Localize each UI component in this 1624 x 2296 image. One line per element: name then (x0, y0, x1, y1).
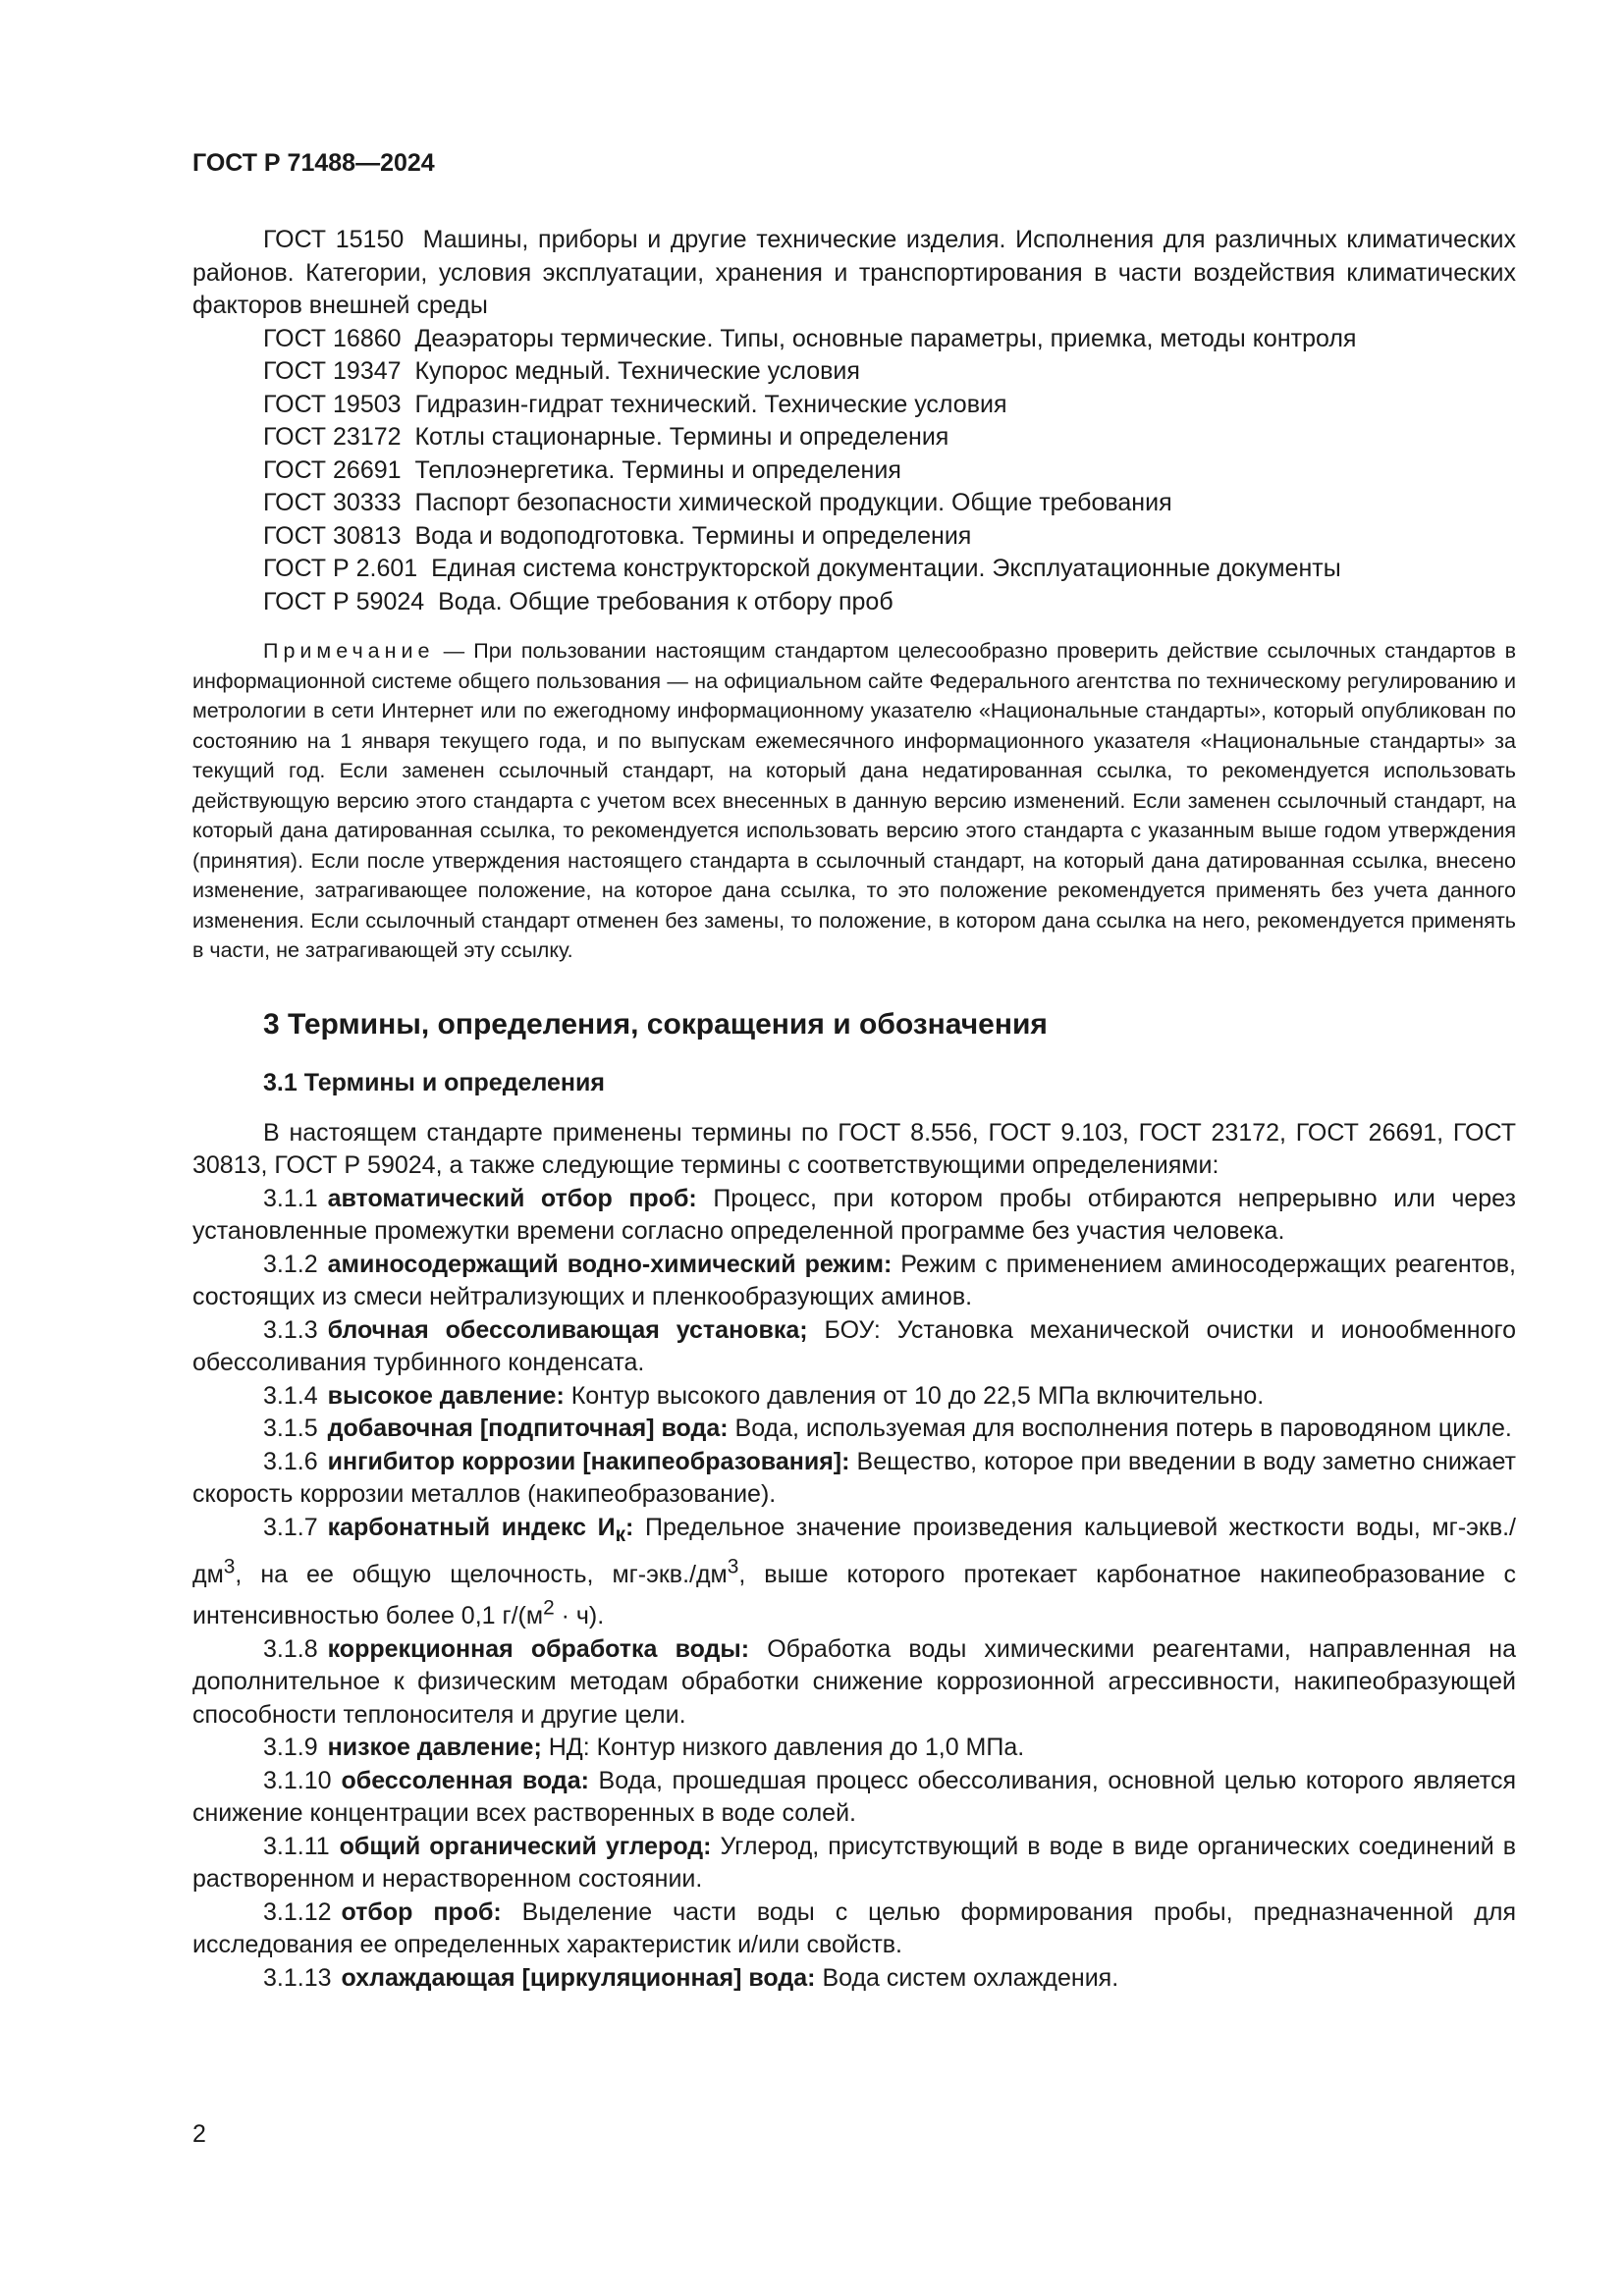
term-number: 3.1.1 (263, 1184, 318, 1212)
terms-list (192, 1183, 1516, 1996)
term-definition: Вода систем охлаждения. (822, 1963, 1119, 1992)
reference-item (192, 224, 1516, 323)
term-number: 3.1.10 (263, 1766, 332, 1794)
term-number: 3.1.6 (263, 1447, 318, 1475)
term-name: отбор проб: (341, 1897, 502, 1926)
term-name: коррекционная обработка воды: (327, 1634, 750, 1663)
term-definition: Вещество, которое при введении в воду заметно снижает скорость коррозии металлов (накипеобразование). (192, 1447, 1517, 1508)
term-number: 3.1.3 (263, 1315, 318, 1344)
reference-item (192, 323, 1516, 356)
subsection-heading: 3.1 Термины и определения (263, 1068, 605, 1096)
term-number: 3.1.11 (263, 1832, 330, 1860)
section-intro: В настоящем стандарте применены термины по ГОСТ 8.556, ГОСТ 9.103, ГОСТ 23172, ГОСТ 26691, ГОСТ 30813, ГОСТ Р 59024, а также следующие термины с соответствующими определениями: (192, 1118, 1516, 1179)
term-entry (192, 1831, 1516, 1896)
reference-title: Гидразин-гидрат технический. Технические условия (414, 390, 1007, 418)
reference-item (192, 389, 1516, 422)
term-number: 3.1.2 (263, 1250, 318, 1278)
term-entry (192, 1413, 1516, 1446)
term-definition: Вода, используемая для восполнения потерь в пароводяном цикле. (734, 1415, 1512, 1442)
term-name-subscript: к (615, 1522, 626, 1546)
def-part: Предельное значение произведения кальциевой жесткости воды, мг-экв./дм (192, 1513, 1516, 1589)
term-entry (192, 1896, 1516, 1962)
term-name: ингибитор коррозии [накипеобразования]: (327, 1447, 850, 1475)
term-number: 3.1.4 (263, 1381, 318, 1410)
reference-title: Деаэраторы термические. Типы, основные параметры, приемка, методы контроля (414, 324, 1357, 352)
term-number: 3.1.13 (263, 1963, 332, 1992)
term-entry (192, 1183, 1516, 1249)
term-definition: НД: Контур низкого давления до 1,0 МПа. (548, 1734, 1025, 1762)
term-entry (192, 1314, 1516, 1380)
term-name: аминосодержащий водно-химический режим: (327, 1250, 893, 1278)
note-paragraph (192, 636, 1516, 966)
term-entry (192, 1446, 1516, 1512)
def-part: , выше которого протекает карбонатное накипеобразование с интенсивностью более 0,1 г/(м (192, 1561, 1516, 1630)
def-superscript: 3 (223, 1556, 236, 1578)
term-number: 3.1.8 (263, 1634, 318, 1663)
section-heading: 3 Термины, определения, сокращения и обозначения (263, 1007, 1048, 1041)
term-name: высокое давление: (327, 1381, 565, 1410)
reference-code: ГОСТ 30813 (263, 521, 402, 550)
term-entry (192, 1765, 1516, 1831)
reference-item (192, 553, 1516, 586)
reference-code: ГОСТ 23172 (263, 423, 402, 451)
reference-code: ГОСТ 16860 (263, 324, 402, 352)
term-definition: Контур высокого давления от 10 до 22,5 МПа включительно. (570, 1381, 1265, 1410)
def-part: , на ее общую щелочность, мг-экв./дм (235, 1561, 728, 1589)
term-number: 3.1.7 (263, 1513, 318, 1541)
reference-title: Вода. Общие требования к отбору проб (438, 587, 893, 615)
reference-code: ГОСТ 30333 (263, 489, 402, 516)
reference-item (192, 421, 1516, 454)
page-body (192, 224, 1516, 1995)
page-number: 2 (192, 2120, 206, 2148)
reference-item (192, 487, 1516, 520)
term-name-main: карбонатный индекс И (327, 1513, 616, 1541)
reference-title: Паспорт безопасности химической продукции. Общие требования (414, 489, 1172, 516)
document-header: ГОСТ Р 71488—2024 (192, 149, 435, 177)
term-entry (192, 1962, 1516, 1996)
reference-title: Купорос медный. Технические условия (414, 357, 860, 385)
term-definition: Обработка воды химическими реагентами, направленная на дополнительное к физическим методам обработки снижение коррозионной агрессивности, накипеобразующей способности теплоносителя и другие цели. (192, 1634, 1516, 1729)
term-number: 3.1.12 (263, 1897, 332, 1926)
term-name: автоматический отбор проб: (327, 1184, 697, 1212)
reference-item (192, 520, 1516, 554)
reference-title: Вода и водоподготовка. Термины и определения (414, 521, 972, 550)
reference-item (192, 586, 1516, 619)
term-name (327, 1513, 634, 1546)
term-name: добавочная [подпиточная] вода: (327, 1415, 729, 1442)
reference-item (192, 355, 1516, 389)
def-superscript: 3 (727, 1556, 739, 1578)
reference-title: Теплоэнергетика. Термины и определения (414, 455, 901, 484)
def-part: · ч). (554, 1602, 605, 1630)
reference-code: ГОСТ 19347 (263, 357, 402, 385)
term-definition: БОУ: Установка механической очистки и ионообменного обессоливания турбинного конденсата. (192, 1315, 1516, 1376)
term-definition: Углерод, присутствующий в воде в виде органических соединений в растворенном и нерастворенном состоянии. (192, 1832, 1517, 1894)
references-list (192, 224, 1516, 618)
term-definition: Режим с применением аминосодержащих реагентов, состоящих из смеси нейтрализующих и пленкообразующих аминов. (192, 1250, 1516, 1310)
term-name: низкое давление; (327, 1734, 542, 1762)
term-entry (192, 1249, 1516, 1314)
reference-code: ГОСТ Р 59024 (263, 587, 425, 615)
reference-item (192, 454, 1516, 488)
term-entry (192, 1380, 1516, 1414)
term-name: обессоленная вода: (341, 1766, 589, 1794)
reference-code: ГОСТ 19503 (263, 390, 402, 418)
term-name: блочная обессоливающая установка; (327, 1315, 808, 1344)
term-definition: Вода, прошедшая процесс обессоливания, основной целью которого является снижение концентрации всех растворенных в воде солей. (192, 1766, 1516, 1828)
term-name: охлаждающая [циркуляционная] вода: (341, 1963, 816, 1992)
reference-title: Котлы стационарные. Термины и определения (414, 423, 949, 451)
term-entry (192, 1732, 1516, 1765)
note-label: Примечание (263, 639, 435, 663)
term-name-tail: : (625, 1513, 634, 1541)
term-number: 3.1.9 (263, 1734, 318, 1762)
term-name: общий органический углерод: (339, 1832, 712, 1860)
note-text: — При пользовании настоящим стандартом целесообразно проверить действие ссылочных стандартов в информационной системе общего пользования — на официальном сайте Федерального агентства по техническому регулированию и метрологии в сети Интернет или по ежегодному информационному указателю «Национальные стандарты», который опубликован по состоянию на 1 января текущего года, и по выпускам ежемесячного информационного указателя «Национальные стандарты» за текущий год. Если заменен ссылочный стандарт, на который дана недатированная ссылка, то рекомендуется использовать действующую версию этого стандарта с учетом всех внесенных в данную версию изменений. Если заменен ссылочный стандарт, на который дана датированная ссылка, то рекомендуется использовать версию этого стандарта с указанным выше годом утверждения (принятия). Если после утверждения настоящего стандарта в ссылочный стандарт, на который дана датированная ссылка, внесено изменение, затрагивающее положение, на которое дана ссылка, то это положение рекомендуется применять без учета данного изменения. Если ссылочный стандарт отменен без замены, то положение, в котором дана ссылка на него, рекомендуется применять в части, не затрагивающей эту ссылку. (192, 639, 1516, 962)
reference-code: ГОСТ Р 2.601 (263, 555, 418, 582)
reference-title: Единая система конструкторской документации. Эксплуатационные документы (431, 555, 1341, 582)
def-superscript: 2 (543, 1596, 555, 1620)
reference-code: ГОСТ 15150 (263, 226, 405, 253)
reference-title: Машины, приборы и другие технические изделия. Исполнения для различных климатических районов. Категории, условия эксплуатации, хранения и транспортирования в части воздействия климатических факторов внешней среды (192, 226, 1516, 319)
reference-code: ГОСТ 26691 (263, 455, 402, 484)
term-definition: Процесс, при котором пробы отбираются непрерывно или через установленные промежутки времени согласно определенной программе без участия человека. (192, 1184, 1517, 1245)
term-entry (192, 1512, 1516, 1633)
term-definition: Выделение части воды с целью формирования пробы, предназначенной для исследования ее определенных характеристик и/или свойств. (192, 1897, 1516, 1959)
term-number: 3.1.5 (263, 1415, 318, 1442)
term-entry (192, 1633, 1516, 1733)
